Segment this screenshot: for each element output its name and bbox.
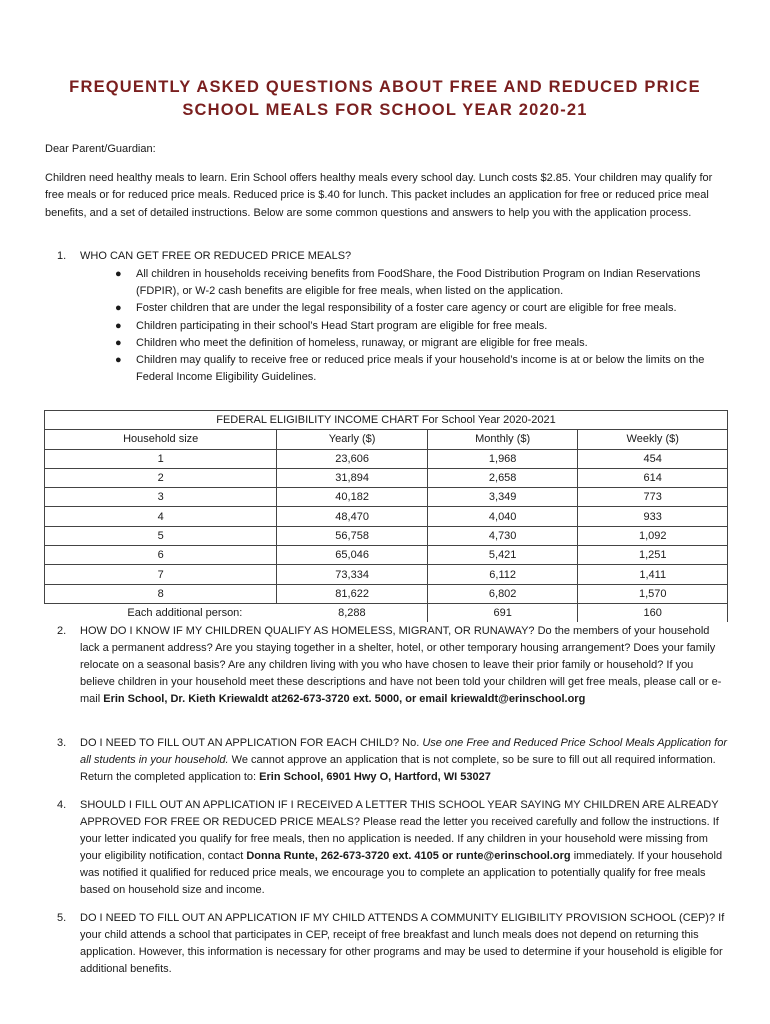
additional-person-label-text: Each additional person: <box>127 607 243 620</box>
yearly-cell: 65,046 <box>277 546 428 565</box>
question-1-number: 1. <box>57 250 67 262</box>
question-1-heading: WHO CAN GET FREE OR REDUCED PRICE MEALS? <box>80 250 352 262</box>
question-4-contact: Donna Runte, 262-673-3720 ext. 4105 or runte@erinschool.org <box>246 850 571 862</box>
question-2-answer <box>80 623 730 708</box>
table-header-row <box>45 430 728 449</box>
yearly-cell: 31,894 <box>277 468 428 487</box>
table-caption-row <box>45 411 728 430</box>
list-item <box>113 335 728 352</box>
column-header-yearly: Yearly ($) <box>277 430 428 449</box>
household-size-cell: 5 <box>45 526 277 545</box>
weekly-cell: 1,570 <box>578 584 728 603</box>
question-3-text-b: We cannot approve an application that is not complete, so be sure to fill out all required information. Return the completed application to: <box>80 754 716 783</box>
question-2-text: HOW DO I KNOW IF MY CHILDREN QUALIFY AS HOMELESS, MIGRANT, OR RUNAWAY? Do the members of your household lack a permanent address? Are you staying together in a shelter, hotel, or other temporary housing arrangement? Does your family relocate on a seasonal basis? Are any children living with you who have chosen to leave their prior family or household? If you believe children in your household meet these descriptions and have not been told your children will get free meals, please call or e-mail <box>80 625 722 705</box>
question-3-italic-text: Use one Free and Reduced Price School Meals Application for all students in your household. <box>80 737 728 766</box>
weekly-cell: 933 <box>578 507 728 526</box>
table-row-additional-person <box>45 603 728 622</box>
weekly-cell: 454 <box>578 449 728 468</box>
monthly-cell: 3,349 <box>427 488 578 507</box>
weekly-cell: 614 <box>578 468 728 487</box>
yearly-cell: 56,758 <box>277 526 428 545</box>
list-item <box>113 352 728 386</box>
eligibility-bullet-list <box>113 266 728 386</box>
question-4-text-b: immediately. If your household was notified it qualified for reduced price meals, we encourage you to complete an application to potentially qualify for free meals based on household size and income. <box>80 850 723 896</box>
table-row <box>45 526 728 545</box>
column-header-household-size: Household size <box>45 430 277 449</box>
weekly-cell: 1,251 <box>578 546 728 565</box>
bullet-text: Children may qualify to receive free or reduced price meals if your household’s income is at or below the limits on the Federal Income Eligibility Guidelines. <box>136 354 705 384</box>
question-4-answer <box>80 797 730 899</box>
bullet-text: Children participating in their school’s Head Start program are eligible for free meals. <box>136 319 548 332</box>
table-row <box>45 449 728 468</box>
table-row <box>45 488 728 507</box>
additional-person-label <box>45 603 277 622</box>
question-3-text-a: DO I NEED TO FILL OUT AN APPLICATION FOR EACH CHILD? No. <box>80 737 423 749</box>
bullet-text: Children who meet the definition of homeless, runaway, or migrant are eligible for free meals. <box>136 336 588 349</box>
monthly-cell: 691 <box>427 603 578 622</box>
yearly-cell: 40,182 <box>277 488 428 507</box>
bullet-text: All children in households receiving benefits from FoodShare, the Food Distribution Program on Indian Reservations (FDPIR), or W-2 cash benefits are eligible for free meals, when listed on the application. <box>136 268 701 298</box>
question-5-answer: DO I NEED TO FILL OUT AN APPLICATION IF MY CHILD ATTENDS A COMMUNITY ELIGIBILITY PROVISION SCHOOL (CEP)? If your child attends a school that participates in CEP, receipt of free breakfast and lunch meals does not depend on returning this application. However, this information is necessary for other programs and may be used to determine if your household is eligible for additional benefits. <box>80 912 725 975</box>
yearly-cell: 23,606 <box>277 449 428 468</box>
bullet-icon: ● <box>115 302 122 315</box>
bullet-icon: ● <box>115 336 122 349</box>
question-2-number: 2. <box>57 625 67 637</box>
greeting: Dear Parent/Guardian: <box>45 143 156 155</box>
question-4-text-a: SHOULD I FILL OUT AN APPLICATION IF I RECEIVED A LETTER THIS SCHOOL YEAR SAYING MY CHILDREN ARE ALREADY APPROVED FOR FREE OR REDUCED PRICE MEALS? Please read the letter you received carefully and follow the instructions. If your letter indicated you qualify for free meals, then no application is needed. If any children in your household were missing from your eligibility notification, contact <box>80 799 719 862</box>
weekly-cell: 1,411 <box>578 565 728 584</box>
list-item <box>113 318 728 335</box>
question-4-number: 4. <box>57 799 67 811</box>
bullet-icon: ● <box>115 354 122 367</box>
monthly-cell: 6,802 <box>427 584 578 603</box>
household-size-cell: 3 <box>45 488 277 507</box>
bullet-icon: ● <box>115 319 122 332</box>
yearly-cell: 81,622 <box>277 584 428 603</box>
household-size-cell: 1 <box>45 449 277 468</box>
household-size-cell: 2 <box>45 468 277 487</box>
weekly-cell: 160 <box>578 603 728 622</box>
table-row <box>45 468 728 487</box>
income-eligibility-table <box>44 410 728 622</box>
table-row <box>45 565 728 584</box>
question-3-answer <box>80 735 730 786</box>
list-item <box>113 266 728 300</box>
yearly-cell: 73,334 <box>277 565 428 584</box>
question-2-contact: Erin School, Dr. Kieth Kriewaldt at262-673-3720 ext. 5000, or email kriewaldt@erinschool.org <box>103 693 586 705</box>
household-size-cell: 7 <box>45 565 277 584</box>
household-size-cell: 4 <box>45 507 277 526</box>
yearly-cell: 48,470 <box>277 507 428 526</box>
household-size-cell: 6 <box>45 546 277 565</box>
weekly-cell: 773 <box>578 488 728 507</box>
household-size-cell: 8 <box>45 584 277 603</box>
page-title-line-2: SCHOOL MEALS FOR SCHOOL YEAR 2020-21 <box>182 101 588 119</box>
question-5-number: 5. <box>57 912 67 924</box>
monthly-cell: 5,421 <box>427 546 578 565</box>
monthly-cell: 1,968 <box>427 449 578 468</box>
question-3-number: 3. <box>57 737 67 749</box>
return-address: Erin School, 6901 Hwy O, Hartford, WI 53027 <box>259 771 491 783</box>
intro-paragraph: Children need healthy meals to learn. Erin School offers healthy meals every school day. Lunch costs $2.85. Your children may qualify for free meals or for reduced price meals. Reduced price is $.40 for lunch. This packet includes an application for free or reduced price meal benefits, and a set of detailed instructions. Below are some common questions and answers to help you with the application process. <box>45 172 713 219</box>
column-header-weekly: Weekly ($) <box>578 430 728 449</box>
bullet-icon: ● <box>115 268 122 280</box>
column-header-monthly: Monthly ($) <box>427 430 578 449</box>
table-row <box>45 546 728 565</box>
list-item <box>113 300 728 317</box>
weekly-cell: 1,092 <box>578 526 728 545</box>
page-title-line-1: FREQUENTLY ASKED QUESTIONS ABOUT FREE AND REDUCED PRICE <box>69 78 701 96</box>
table-caption: FEDERAL ELIGIBILITY INCOME CHART For School Year 2020-2021 <box>45 411 728 430</box>
monthly-cell: 4,730 <box>427 526 578 545</box>
yearly-cell: 8,288 <box>277 603 428 622</box>
bullet-text: Foster children that are under the legal responsibility of a foster care agency or court are eligible for free meals. <box>136 302 677 315</box>
monthly-cell: 2,658 <box>427 468 578 487</box>
monthly-cell: 4,040 <box>427 507 578 526</box>
table-row <box>45 584 728 603</box>
table-row <box>45 507 728 526</box>
monthly-cell: 6,112 <box>427 565 578 584</box>
